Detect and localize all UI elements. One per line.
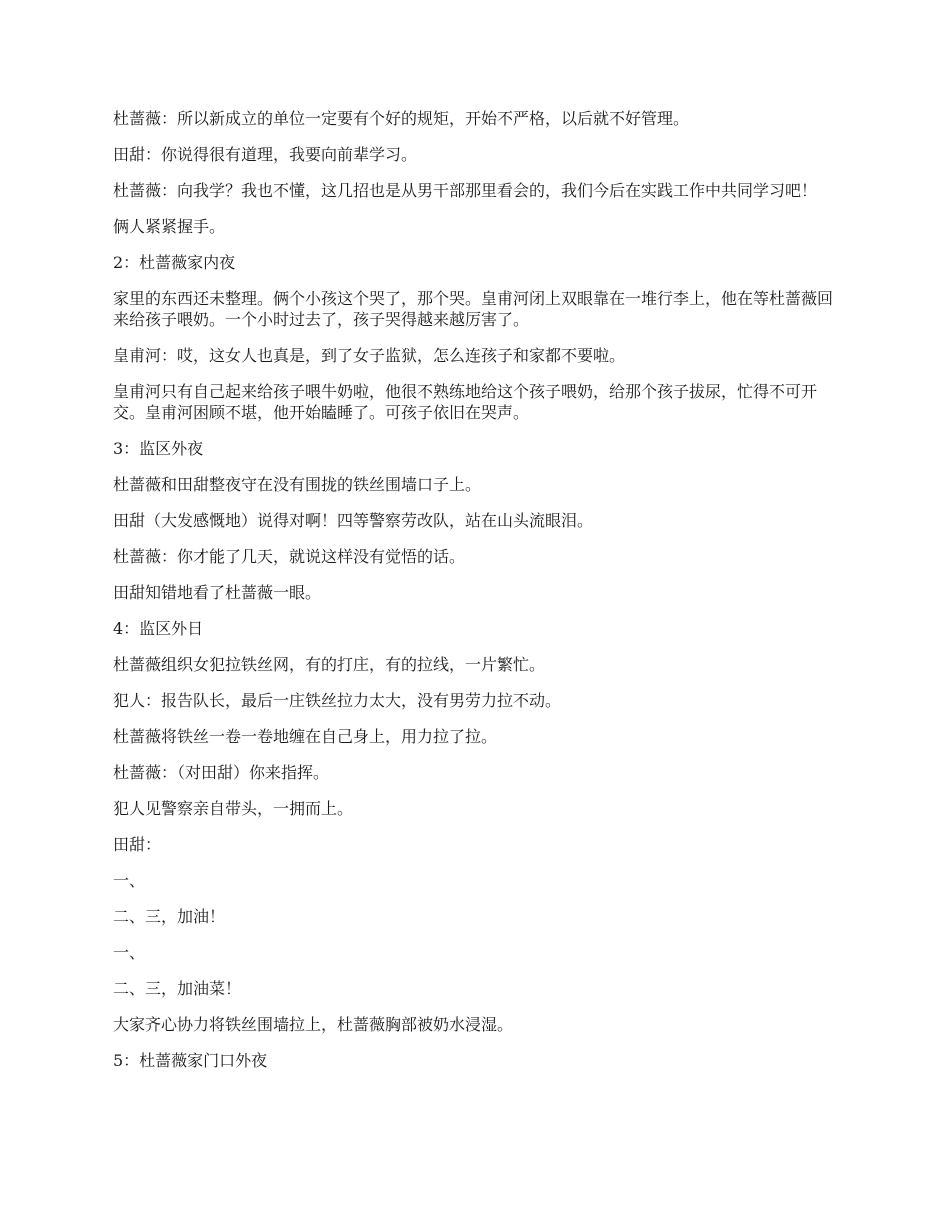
dialogue-line: 杜蔷薇：你才能了几天，就说这样没有觉悟的话。 <box>113 547 466 566</box>
scene-heading: 4：监区外日 <box>113 619 204 638</box>
stage-direction: 犯人见警察亲自带头，一拥而上。 <box>113 799 354 818</box>
dialogue-line: 杜蔷薇：（对田甜）你来指挥。 <box>113 763 330 782</box>
dialogue-line: 田甜： <box>113 835 162 854</box>
dialogue-line: 二、三，加油菜！ <box>113 979 242 998</box>
dialogue-line: 一、 <box>113 871 146 890</box>
script-text-body <box>113 108 843 1086</box>
dialogue-line: 二、三，加油！ <box>113 907 226 926</box>
stage-direction: 俩人紧紧握手。 <box>113 217 226 236</box>
dialogue-line: 杜蔷薇：向我学？我也不懂，这几招也是从男干部那里看会的，我们今后在实践工作中共同学习吧！ <box>113 181 818 200</box>
scene-heading: 2：杜蔷薇家内夜 <box>113 253 236 272</box>
dialogue-line: 杜蔷薇：所以新成立的单位一定要有个好的规矩，开始不严格，以后就不好管理。 <box>113 109 690 128</box>
stage-direction: 大家齐心协力将铁丝围墙拉上，杜蔷薇胸部被奶水浸湿。 <box>113 1015 514 1034</box>
scene-heading: 5：杜蔷薇家门口外夜 <box>113 1051 268 1070</box>
stage-direction: 杜蔷薇组织女犯拉铁丝网，有的打庄，有的拉线，一片繁忙。 <box>113 655 546 674</box>
scene-heading: 3：监区外夜 <box>113 439 204 458</box>
dialogue-line: 犯人：报告队长，最后一庄铁丝拉力太大，没有男劳力拉不动。 <box>113 691 562 710</box>
dialogue-line: 田甜：你说得很有道理，我要向前辈学习。 <box>113 145 418 164</box>
dialogue-line: 皇甫河：哎，这女人也真是，到了女子监狱，怎么连孩子和家都不要啦。 <box>113 346 626 365</box>
stage-direction: 皇甫河只有自己起来给孩子喂牛奶啦，他很不熟练地给这个孩子喂奶，给那个孩子拔尿，忙得不可开交。皇甫河困顾不堪，他开始瞌睡了。可孩子依旧在哭声。 <box>113 382 818 422</box>
stage-direction: 家里的东西还未整理。俩个小孩这个哭了，那个哭。皇甫河闭上双眼靠在一堆行李上，他在等杜蔷薇回来给孩子喂奶。一个小时过去了，孩子哭得越来越厉害了。 <box>113 289 834 329</box>
stage-direction: 杜蔷薇和田甜整夜守在没有围拢的铁丝围墙口子上。 <box>113 475 482 494</box>
dialogue-line: 一、 <box>113 943 146 962</box>
stage-direction: 田甜知错地看了杜蔷薇一眼。 <box>113 583 322 602</box>
stage-direction: 杜蔷薇将铁丝一卷一卷地缠在自己身上，用力拉了拉。 <box>113 727 498 746</box>
dialogue-line: 田甜（大发感慨地）说得对啊！四等警察劳改队，站在山头流眼泪。 <box>113 511 594 530</box>
